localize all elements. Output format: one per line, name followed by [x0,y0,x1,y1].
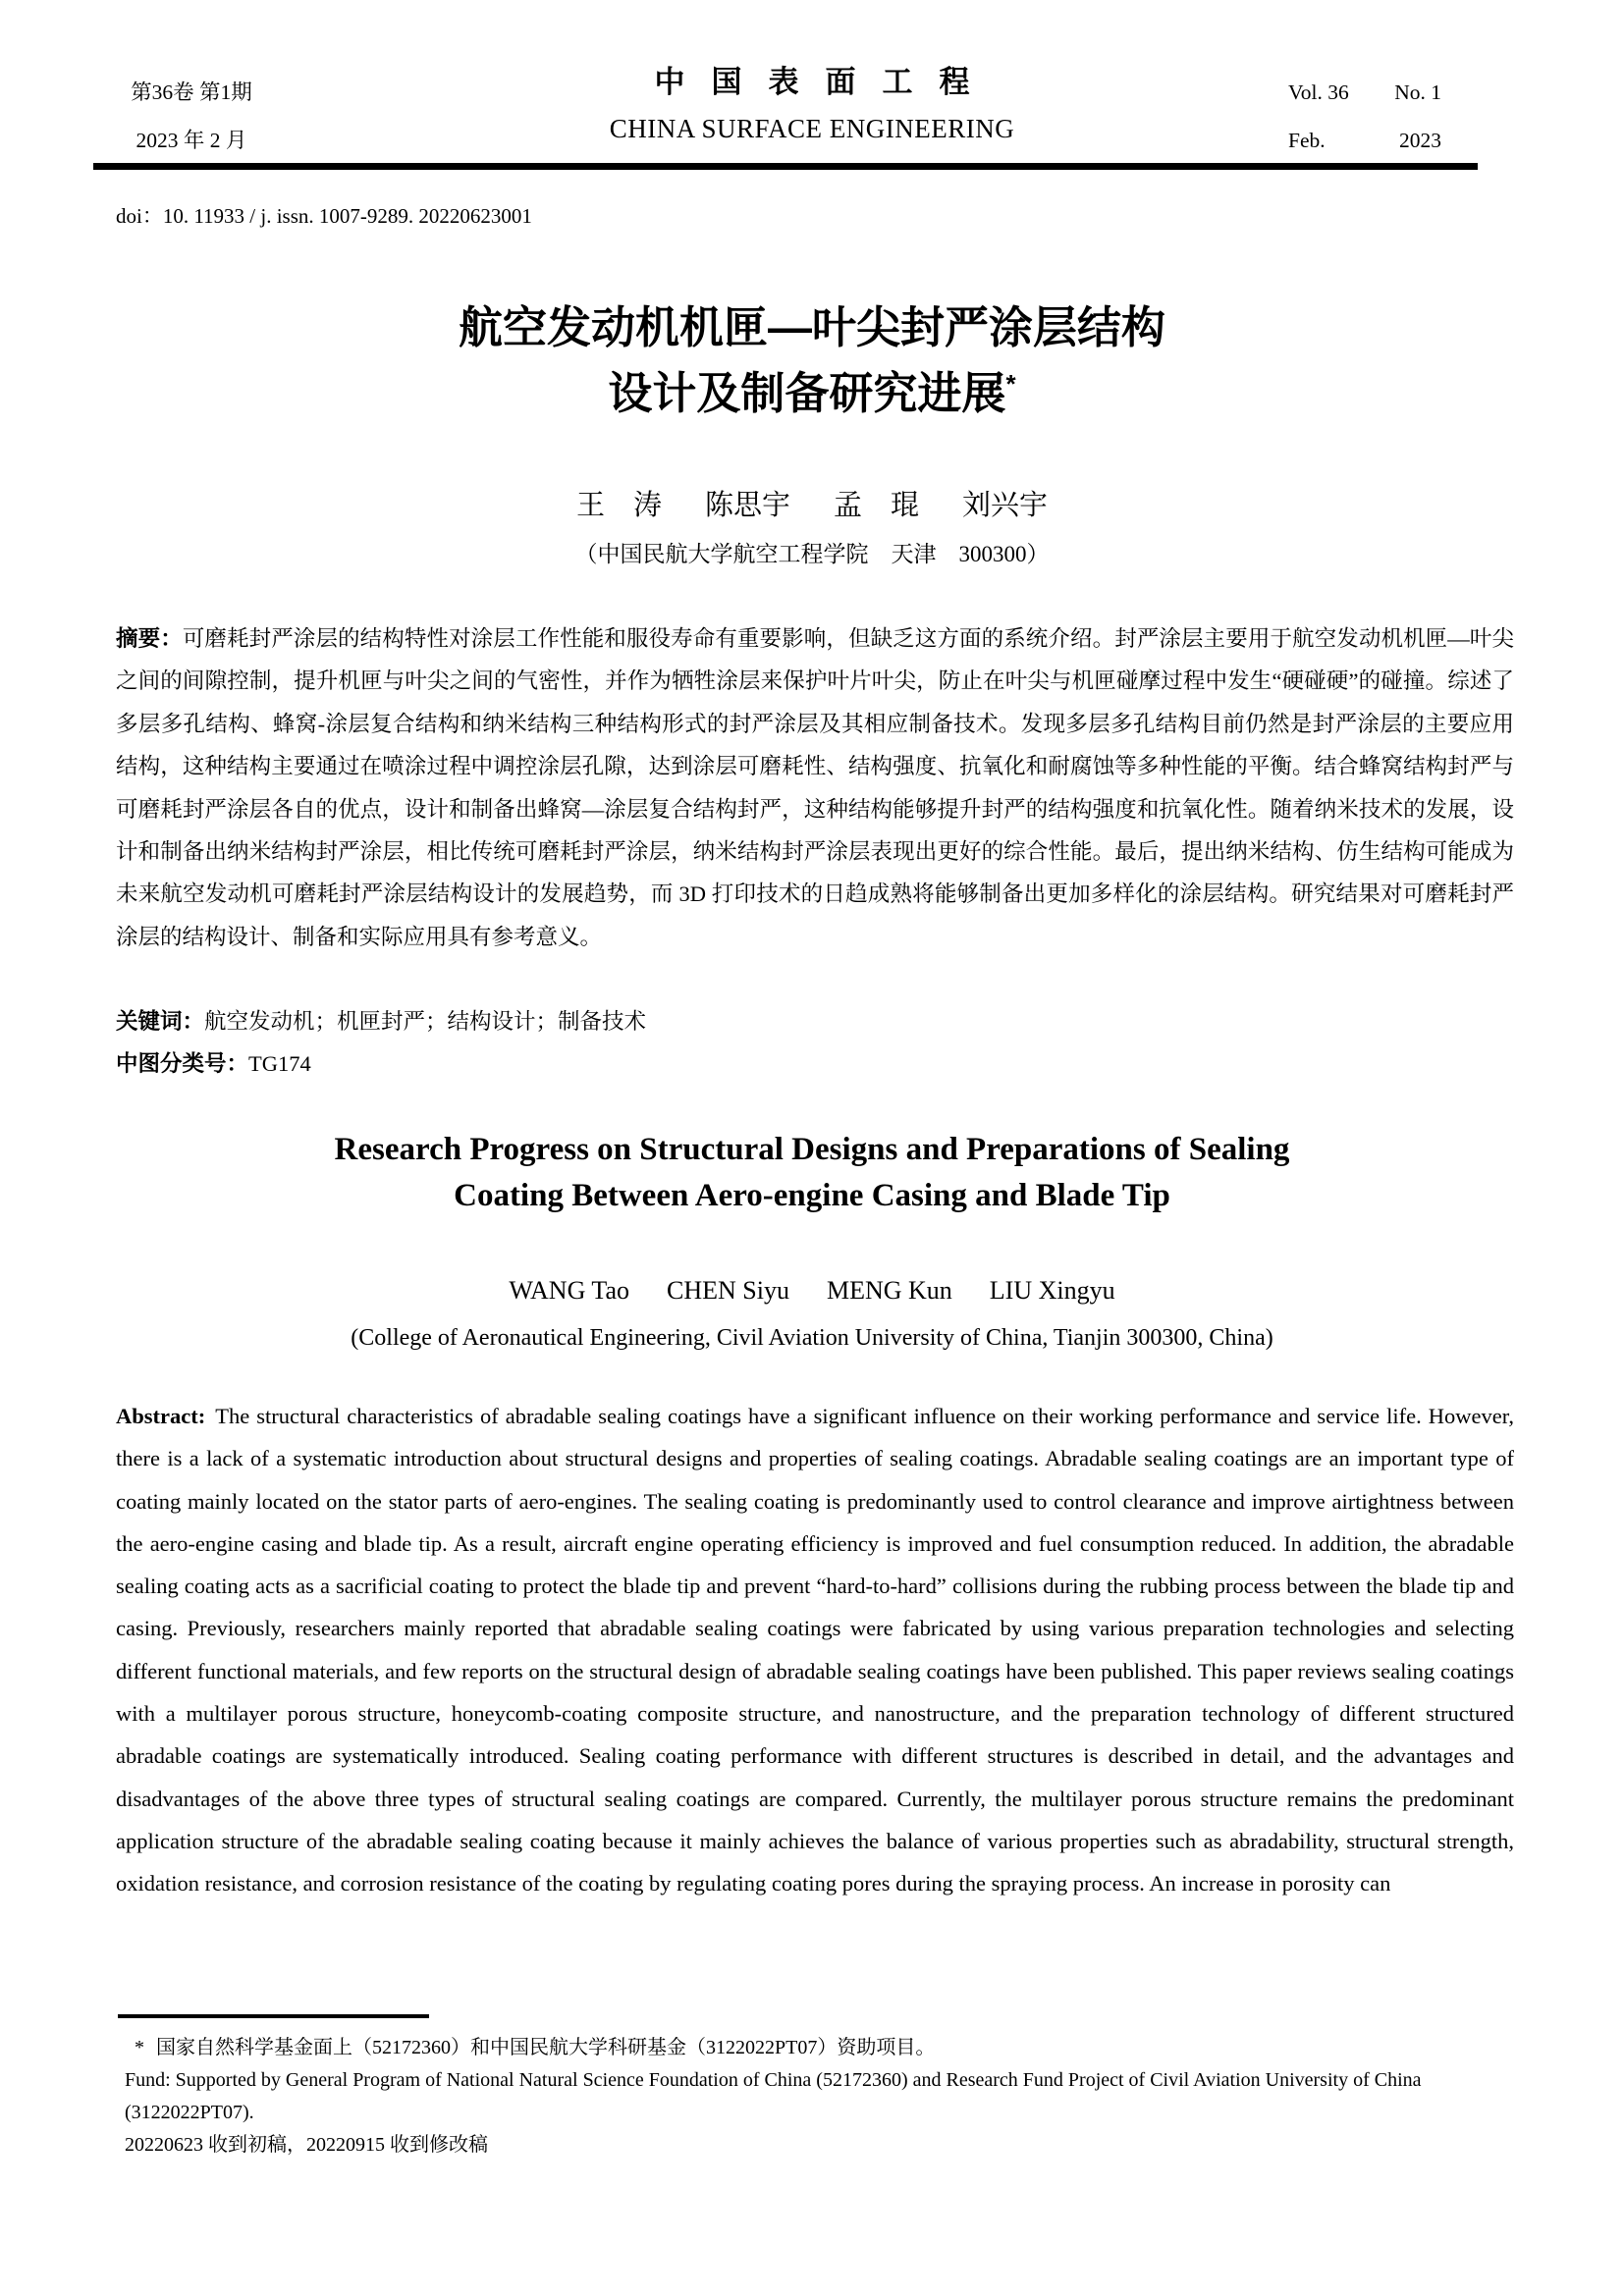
year-en: 2023 [1399,129,1441,152]
issue-volume-zh: 第36卷 第1期 [131,80,252,104]
affiliation-en: (College of Aeronautical Engineering, Civil Aviation University of China, Tianjin 300300, China) [351,1325,1273,1351]
clc-label: 中图分类号： [116,1051,249,1076]
abstract-zh-label: 摘要： [116,626,183,651]
issue-date-zh: 2023 年 2 月 [135,129,247,152]
footnote-fund-zh: * 国家自然科学基金面上（52172360）和中国民航大学科研基金（3122022PT07）资助项目。 [125,2032,1519,2064]
title-footnote-asterisk: * [1005,369,1016,399]
author-zh: 刘兴宇 [962,490,1049,521]
footnote-dates: 20220623 收到初稿，20220915 收到修改稿 [125,2134,488,2156]
doi-line: doi：10. 11933 / j. issn. 1007-9289. 20220623001 [116,204,532,228]
header-divider-rule [93,163,1478,170]
abstract-en [116,1395,1514,1994]
article-title-en-line2: Coating Between Aero-engine Casing and Blade Tip [454,1178,1170,1213]
footnote-marker: * [135,2037,144,2058]
article-title-zh-line1: 航空发动机机匣—叶尖封严涂层结构 [458,302,1165,352]
author-en: LIU Xingyu [989,1276,1115,1305]
journal-title-en: CHINA SURFACE ENGINEERING [609,114,1015,143]
abstract-en-text: The structural characteristics of abradable sealing coatings have a significant influence on their working performance and service life. However, there is a lack of a systematic introduction about structural designs and properties of sealing coatings. Abradable sealing coatings are an important type of coating mainly located on the stator parts of aero-engines. The sealing coating is predominantly used to control clearance and improve airtightness between the aero-engine casing and blade tip. As a result, aircraft engine operating efficiency is improved and fuel consumption reduced. In addition, the abradable sealing coating acts as a sacrificial coating to protect the blade tip and prevent “hard-to-hard” collisions during the rubbing process between the blade tip and casing. Previously, researchers mainly reported that abradable sealing coatings were fabricated by using various preparation technologies and selecting different functional materials, and few reports on the structural design of abradable sealing coatings have been published. This paper reviews sealing coatings with a multilayer porous structure, honeycomb-coating composite structure, and nanostructure, and the preparation technology of different structured abradable coatings are systematically introduced. Sealing coating performance with different structures is described in detail, and the advantages and disadvantages of the above three types of structural sealing coatings are compared. Currently, the multilayer porous structure remains the predominant application structure of the abradable sealing coating because it mainly achieves the balance of various properties such as abradability, structural strength, oxidation resistance, and corrosion resistance of the coating by regulating coating pores during the spraying process. An increase in porosity can [116,1404,1514,1896]
article-title-en-line1: Research Progress on Structural Designs and Preparations of Sealing [334,1132,1290,1167]
author-zh: 孟 琨 [834,490,920,521]
footnote-fund-en: Fund: Supported by General Program of National Natural Science Foundation of China (52172360) and Research Fund Project of Civil Aviation University of China (3122022PT07). [125,2069,1422,2123]
keywords-zh-text: 航空发动机；机匣封严；结构设计；制备技术 [204,1009,647,1034]
abstract-en-label: Abstract: [116,1404,206,1428]
author-en: WANG Tao [509,1276,629,1305]
abstract-zh-text: 可磨耗封严涂层的结构特性对涂层工作性能和服役寿命有重要影响，但缺乏这方面的系统介绍。封严涂层主要用于航空发动机机匣—叶尖之间的间隙控制，提升机匣与叶尖之间的气密性，并作为牺牲涂层来保护叶片叶尖，防止在叶尖与机匣碰摩过程中发生“硬碰硬”的碰撞。综述了多层多孔结构、蜂窝-涂层复合结构和纳米结构三种结构形式的封严涂层及其相应制备技术。发现多层多孔结构目前仍然是封严涂层的主要应用结构，这种结构主要通过在喷涂过程中调控涂层孔隙，达到涂层可磨耗性、结构强度、抗氧化和耐腐蚀等多种性能的平衡。结合蜂窝结构封严与可磨耗封严涂层各自的优点，设计和制备出蜂窝—涂层复合结构封严，这种结构能够提升封严的结构强度和抗氧化性。随着纳米技术的发展，设计和制备出纳米结构封严涂层，相比传统可磨耗封严涂层，纳米结构封严涂层表现出更好的综合性能。最后，提出纳米结构、仿生结构可能成为未来航空发动机可磨耗封严涂层结构设计的发展趋势，而 3D 打印技术的日趋成熟将能够制备出更加多样化的涂层结构。研究结果对可磨耗封严涂层的结构设计、制备和实际应用具有参考意义。 [116,626,1514,949]
clc-number [116,1042,1514,1085]
volume-en: Vol. 36 [1288,80,1349,104]
keywords-zh-label: 关键词： [116,1009,205,1034]
abstract-zh [116,617,1514,1002]
article-title-zh [0,294,1624,426]
affiliation-zh: （中国民航大学航空工程学院 天津 300300） [574,542,1050,566]
clc-value: TG174 [248,1051,311,1076]
number-en: No. 1 [1394,80,1441,104]
author-en: CHEN Siyu [666,1276,789,1305]
journal-title-zh: 中国表面工程 [654,65,997,99]
author-zh: 陈思宇 [704,490,790,521]
header-volume-info [1288,69,1441,165]
footnote-divider-rule [118,2014,429,2018]
month-en: Feb. [1288,129,1326,152]
footnote-block [125,2032,1519,2162]
authors-zh [0,483,1624,523]
author-en: MENG Kun [826,1276,952,1305]
article-title-zh-line2: 设计及制备研究进展* [608,368,1016,418]
author-zh: 王 涛 [575,490,662,521]
article-title-en [0,1127,1624,1219]
authors-en [0,1276,1624,1306]
keywords-zh [116,1000,1514,1042]
